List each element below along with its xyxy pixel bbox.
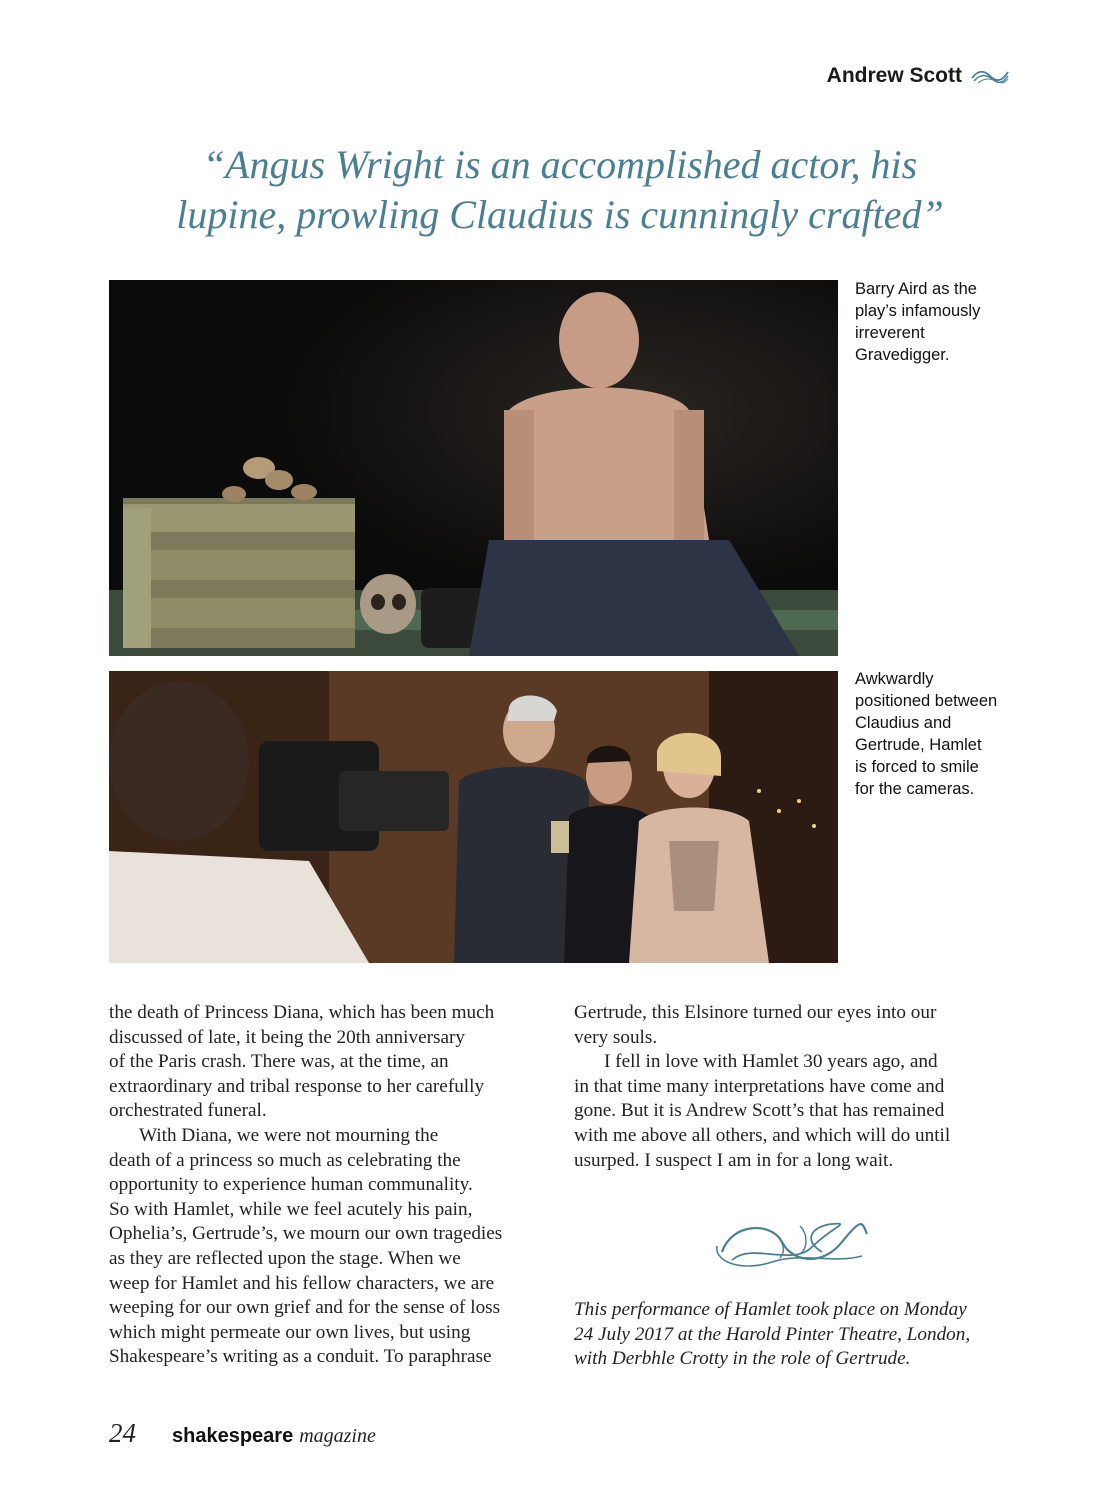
cameras-photo: [109, 671, 838, 963]
caption-line: irreverent: [855, 324, 925, 342]
text-line: gone. But it is Andrew Scott’s that has remained: [574, 1100, 945, 1122]
text-line: I fell in love with Hamlet 30 years ago, and: [604, 1051, 938, 1073]
text-line: weeping for our own grief and for the sense of loss: [109, 1297, 501, 1319]
text-line: Gertrude, this Elsinore turned our eyes into our: [574, 1002, 937, 1023]
text-line: Ophelia’s, Gertrude’s, we mourn our own tragedies: [109, 1223, 503, 1245]
paragraph: [574, 1001, 1012, 1050]
caption-line: Claudius and: [855, 714, 952, 732]
text-line: very souls.: [574, 1026, 658, 1048]
text-line: weep for Hamlet and his fellow characters, we are: [109, 1272, 495, 1294]
page-number: 24: [109, 1418, 136, 1448]
caption-line: Gravedigger.: [855, 346, 950, 364]
text-line: with me above all others, and which will do until: [574, 1124, 951, 1146]
gravedigger-photo: [109, 280, 838, 656]
pull-quote-line: lupine, prowling Claudius is cunningly crafted”: [176, 192, 944, 237]
text-line: So with Hamlet, while we feel acutely his pain,: [109, 1198, 473, 1220]
text-line: discussed of late, it being the 20th anniversary: [109, 1026, 465, 1048]
credit-line: 24 July 2017 at the Harold Pinter Theatre, London,: [574, 1323, 971, 1345]
text-line: Shakespeare’s writing as a conduit. To paraphrase: [109, 1346, 492, 1368]
flourish-ornament-icon: [712, 1212, 872, 1276]
text-line: which might permeate our own lives, but using: [109, 1321, 471, 1343]
caption-line: Gertrude, Hamlet: [855, 736, 982, 754]
caption-line: Barry Aird as the: [855, 280, 977, 298]
text-line: of the Paris crash. There was, at the time, an: [109, 1051, 449, 1073]
body-column-right: [574, 1001, 1012, 1173]
paragraph: [109, 1124, 547, 1370]
caption-line: is forced to smile: [855, 758, 979, 776]
credit-line: This performance of Hamlet took place on Monday: [574, 1299, 967, 1320]
text-line: extraordinary and tribal response to her carefully: [109, 1075, 485, 1097]
caption-line: play’s infamously: [855, 302, 981, 320]
caption-line: Awkwardly: [855, 670, 934, 688]
caption-line: for the cameras.: [855, 780, 975, 798]
gravedigger-caption: [855, 278, 1015, 366]
section-title: Andrew Scott: [826, 64, 962, 87]
page-footer: [109, 1418, 376, 1449]
pull-quote: [110, 140, 1010, 240]
text-line: usurped. I suspect I am in for a long wait.: [574, 1149, 894, 1171]
body-column-left: [109, 1001, 547, 1370]
performance-credit: [574, 1298, 1014, 1372]
caption-line: positioned between: [855, 692, 998, 710]
running-head: [827, 64, 1010, 88]
text-line: in that time many interpretations have come and: [574, 1075, 945, 1097]
text-line: With Diana, we were not mourning the: [139, 1124, 439, 1146]
wave-icon: [970, 66, 1010, 86]
credit-line: with Derbhle Crotty in the role of Gertrude.: [574, 1348, 911, 1370]
magazine-title: [172, 1425, 376, 1448]
text-line: death of a princess so much as celebrating the: [109, 1149, 461, 1171]
pull-quote-line: “Angus Wright is an accomplished actor, his: [202, 142, 918, 187]
text-line: the death of Princess Diana, which has been much: [109, 1002, 495, 1023]
text-line: opportunity to experience human communality.: [109, 1174, 473, 1196]
paragraph: [109, 1001, 547, 1124]
magazine-suffix: magazine: [299, 1425, 376, 1447]
cameras-caption: [855, 668, 1015, 800]
paragraph: [574, 1050, 1012, 1173]
magazine-name: shakespeare: [172, 1425, 294, 1447]
text-line: orchestrated funeral.: [109, 1100, 267, 1122]
text-line: as they are reflected upon the stage. When we: [109, 1247, 461, 1269]
